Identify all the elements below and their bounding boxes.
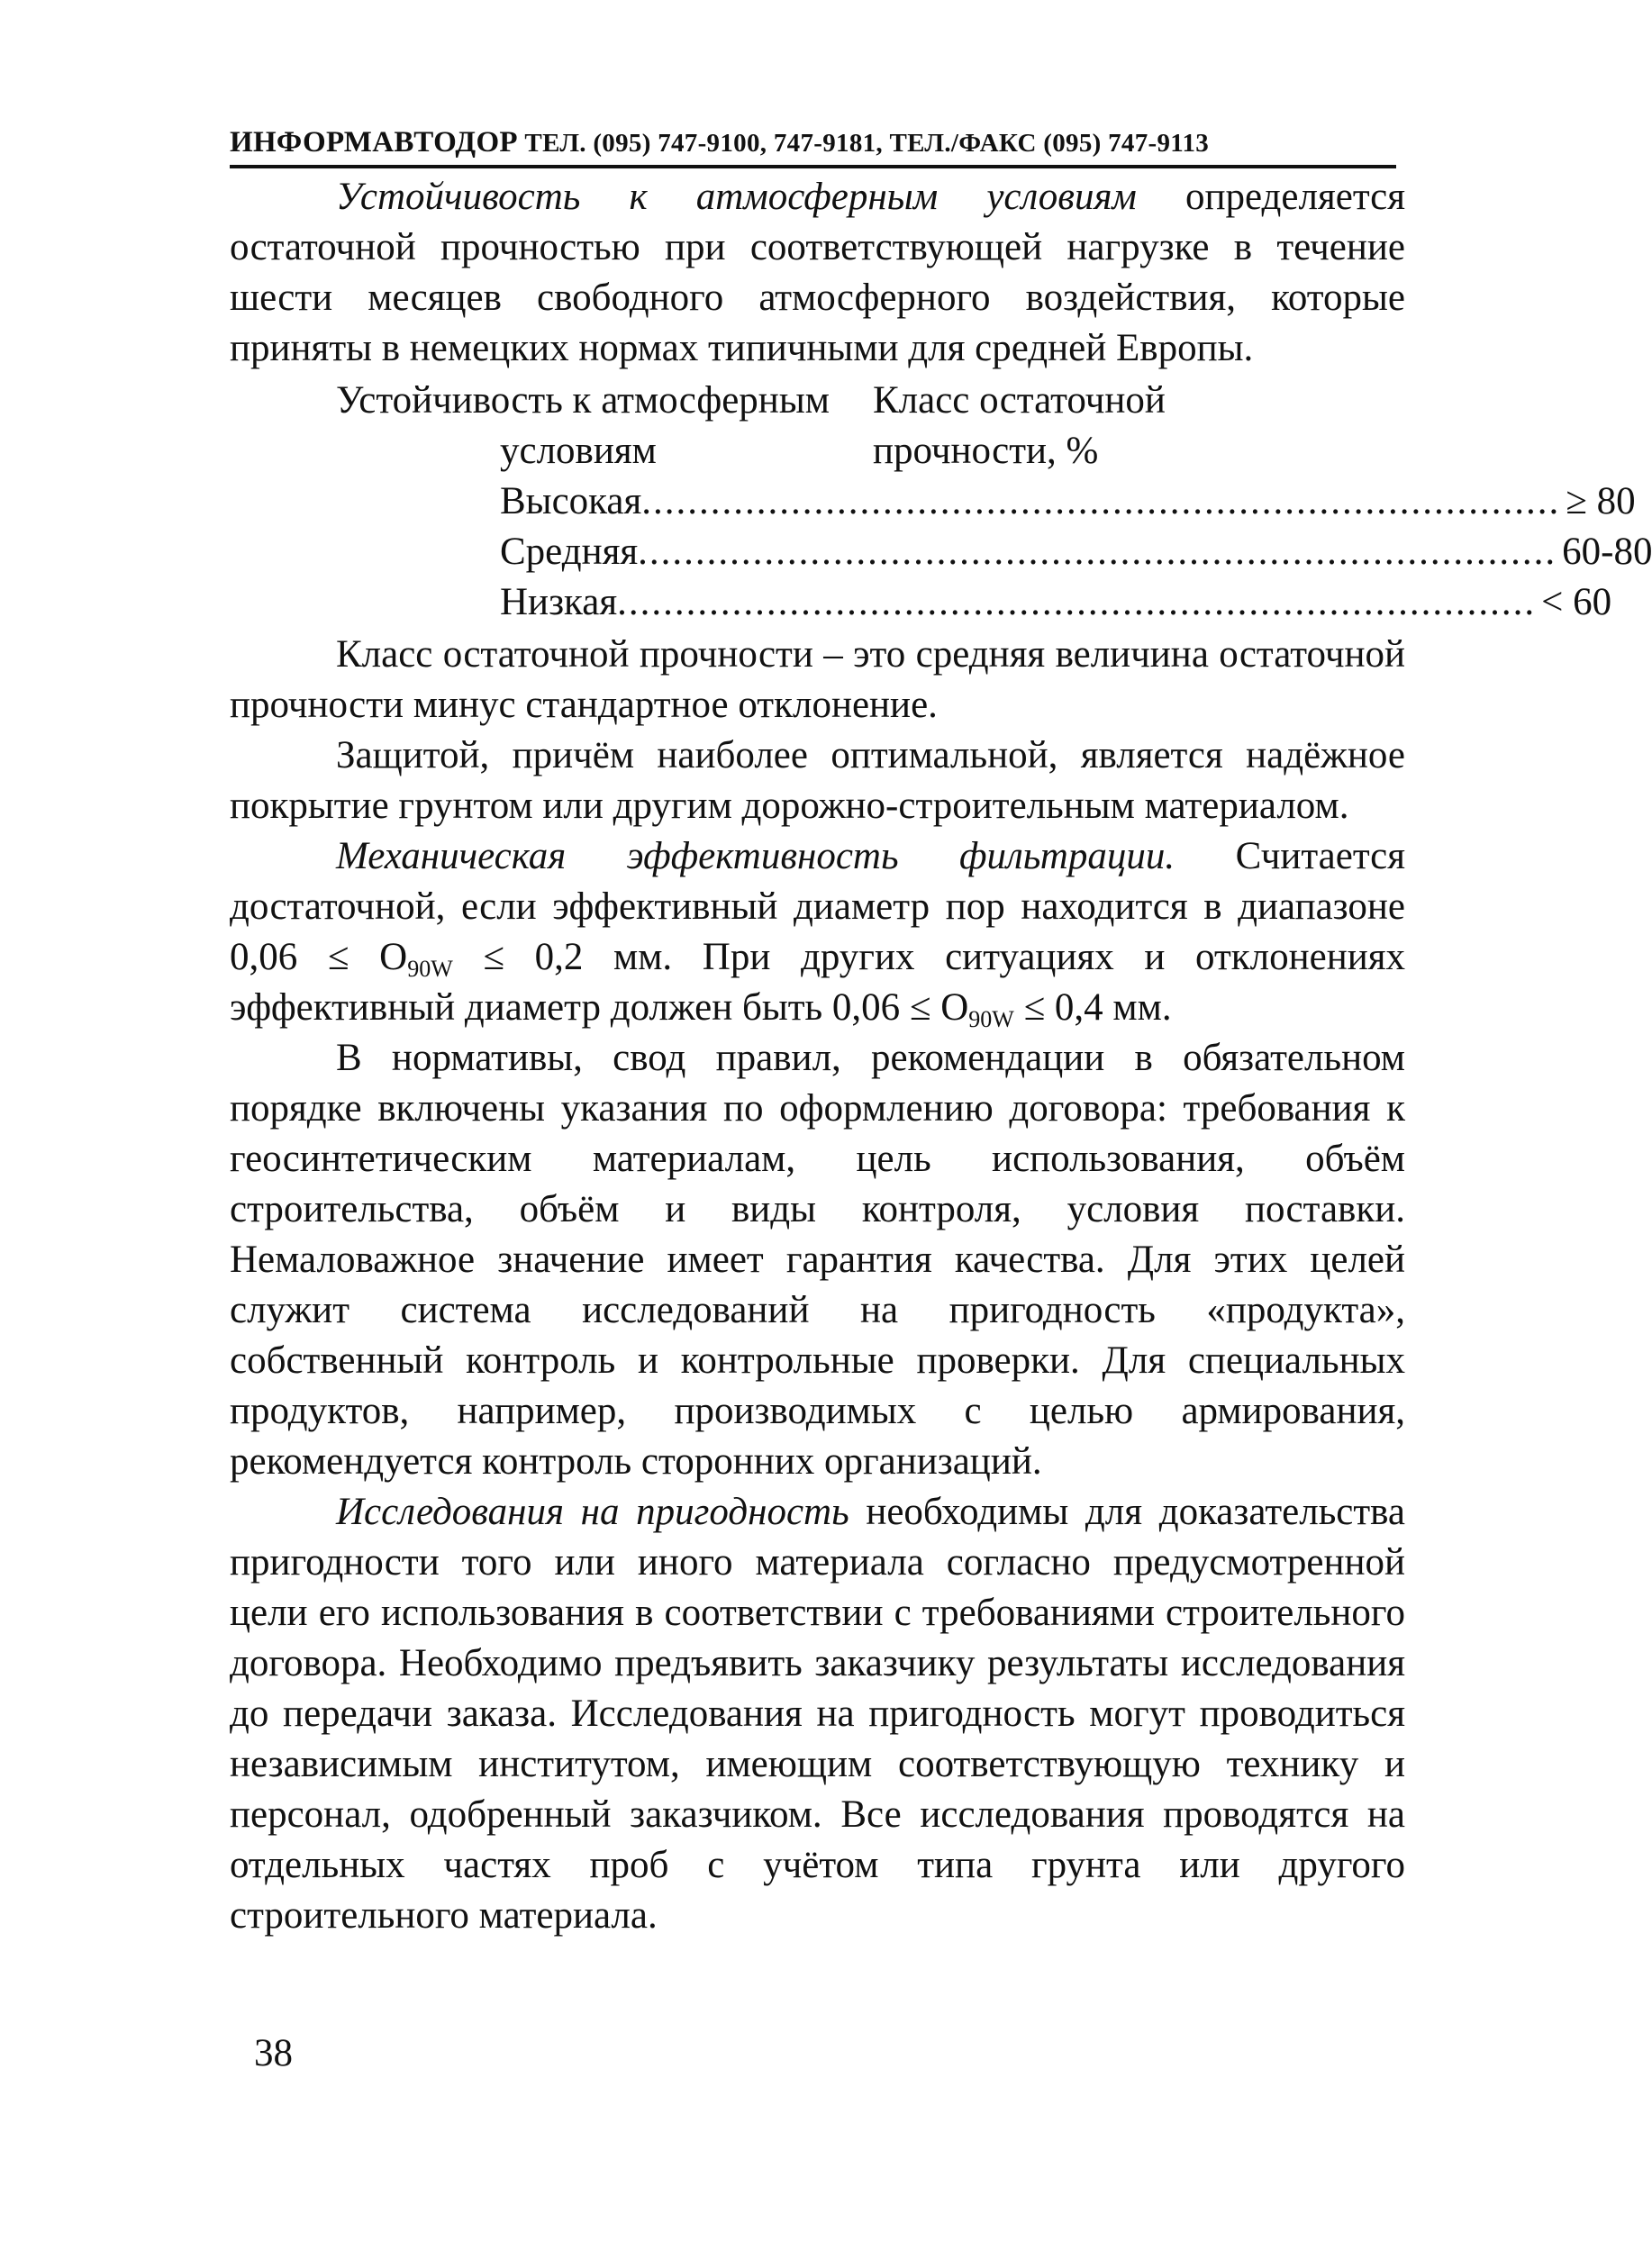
term-weather-resistance: Устойчивость к атмосферным условиям (336, 176, 1137, 218)
table-row-name: Средняя (500, 531, 639, 573)
page-number: 38 (254, 2032, 293, 2074)
table-row (500, 577, 1612, 628)
table-header-col1: Устойчивость к атмосферным (336, 379, 830, 422)
paragraph-regulations: В нормативы, свод правил, рекомендации в обязательном порядке включены указания по оформлению договора: требования к геосинтетическим материалам, цель использования, объём строительства, объём и виды контроля, условия поставки. Немаловажное значение имеет гарантия качества. Для этих целей служит система исследований на пригодность «продукта», собственный контроль и контрольные проверки. Для специальных продуктов, например, производимых с целью армирования, рекомендуется контроль сторонних организаций. (230, 1037, 1405, 1483)
table-row (500, 477, 1636, 527)
paragraph-class-definition: Класс остаточной прочности – это средняя величина остаточной прочности минус стандартное отклонение. (230, 633, 1405, 726)
table-row (500, 527, 1652, 577)
paragraph-weather-resistance (230, 172, 1405, 374)
table-header-row (230, 426, 1405, 477)
leader-dots: ................................................................................ (638, 531, 1557, 573)
leader-dots: ................................................................................ (617, 581, 1537, 623)
term-filtration: Механическая эффективность фильтрации. (336, 835, 1175, 877)
table-header-col2: Класс остаточной (873, 379, 1166, 422)
paragraph-filtration (230, 831, 1405, 1033)
paragraph-protection: Защитой, причём наиболее оптимальной, является надёжное покрытие грунтом или другим дорожно-строительным материалом. (230, 734, 1405, 827)
subscript: 90W (968, 1006, 1014, 1032)
paragraph-text: ≤ 0,4 мм. (1013, 986, 1172, 1029)
running-header (230, 126, 1396, 168)
table-header-row (230, 376, 1405, 426)
table-row-value: ≥ 80 (1566, 480, 1636, 522)
page (230, 126, 1652, 1941)
table-row-value: 60-80 (1562, 531, 1652, 573)
table-header-col2: прочности, % (873, 430, 1099, 472)
table-row-value: < 60 (1541, 581, 1612, 623)
paragraph-suitability (230, 1487, 1405, 1941)
table-row-name: Низкая (500, 581, 618, 623)
header-contacts: ТЕЛ. (095) 747-9100, 747-9181, ТЕЛ./ФАКС (095) 747-9113 (517, 129, 1210, 158)
paragraph-text: Считается достаточной, если эффективный диаметр пор находится в диапазоне 0,06 ≤ O (230, 835, 1406, 978)
header-org: ИНФОРМАВТОДОР (230, 126, 518, 159)
leader-dots: ................................................................................ (641, 480, 1561, 522)
paragraph-text: ≤ 0,2 мм. При других ситуациях и отклонениях эффективный диаметр должен быть 0,06 ≤ O (230, 936, 1405, 1029)
table-row-name: Высокая (500, 480, 642, 522)
paragraph-text: необходимы для доказательства пригодности того или иного материала согласно предусмотренной цели его использования в соответствии с требованиями строительного договора. Необходимо предъявить заказчику результаты исследования до передачи заказа. Исследования на пригодность могут проводиться независимым институтом, имеющим соответствующую технику и персонал, одобренный заказчиком. Все исследования проводятся на отдельных частях проб с учётом типа грунта или другого строительного материала. (230, 1491, 1405, 1937)
subscript: 90W (407, 956, 453, 982)
body-text (230, 172, 1652, 1941)
paragraph-text: определяется остаточной прочностью при соответствующей нагрузке в течение шести месяцев свободного атмосферного воздействия, которые приняты в немецких нормах типичными для средней Европы. (230, 176, 1405, 369)
table-header-col1: условиям (500, 430, 657, 472)
resistance-table (230, 376, 1652, 628)
term-suitability: Исследования на пригодность (336, 1491, 849, 1533)
